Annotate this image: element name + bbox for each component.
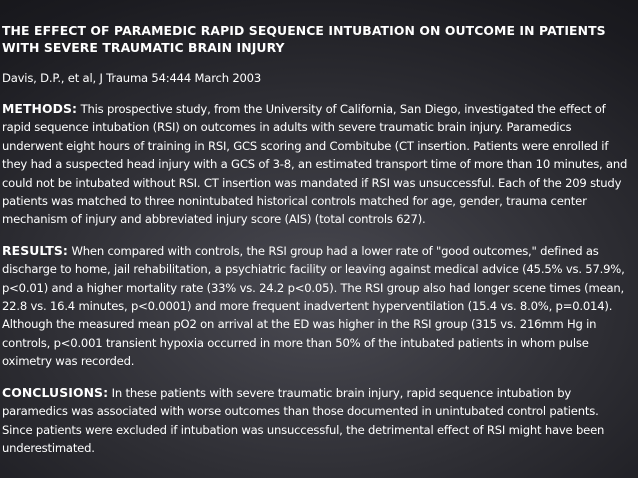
conclusions-text: In these patients with severe traumatic brain injury, rapid sequence intubation by paramedics was associated with worse outcomes than those documented in unintubated control patients. Since patients were excluded if intubation was unsuccessful, the detrimental effect of RSI might have been underestimated. [2, 385, 605, 455]
conclusions-label: CONCLUSIONS: [2, 384, 109, 400]
methods-text: This prospective study, from the University of California, San Diego, investigated the effect of rapid sequence intubation (RSI) on outcomes in adults with severe traumatic brain injury. Paramedics underwent eight hours of training in RSI, GCS scoring and Combitube (CT insertion. Patients were enrolled if they had a suspected head injury with a GCS of 3-8, an estimated transport time of more than 10 minutes, and could not be intubated without RSI. CT insertion was mandated if RSI was unsuccessful. Each of the 209 study patients was matched to three nonintubated historical controls matched for age, gender, trauma center mechanism of injury and abbreviated injury score (AIS) (total controls 627). [2, 102, 628, 227]
results-section [2, 242, 632, 371]
methods-section [2, 100, 632, 229]
citation: Davis, D.P., et al, J Trauma 54:444 March 2003 [2, 71, 262, 85]
conclusions-section [2, 384, 632, 458]
results-text: When compared with controls, the RSI group had a lower rate of "good outcomes," defined as discharge to home, jail rehabilitation, a psychiatric facility or leaving against medical advice (45.5% vs. 57.9%, p<0.01) and a higher mortality rate (33% vs. 24.2 p<0.05). The RSI group also had longer scene times (mean, 22.8 vs. 16.4 minutes, p<0.0001) and more frequent inadvertent hyperventilation (15.4 vs. 8.0%, p=0.014). Although the measured mean pO2 on arrival at the ED was higher in the RSI group (315 vs. 216mm Hg in controls, p<0.001 transient hypoxia occurred in more than 50% of the intubated patients in whom pulse oximetry was recorded. [2, 243, 625, 369]
results-label: RESULTS: [2, 242, 68, 258]
methods-label: METHODS: [2, 101, 78, 116]
slide-title: THE EFFECT OF PARAMEDIC RAPID SEQUENCE INTUBATION ON OUTCOME IN PATIENTS WITH SEVERE TRAUMATIC BRAIN INJURY [2, 23, 606, 55]
